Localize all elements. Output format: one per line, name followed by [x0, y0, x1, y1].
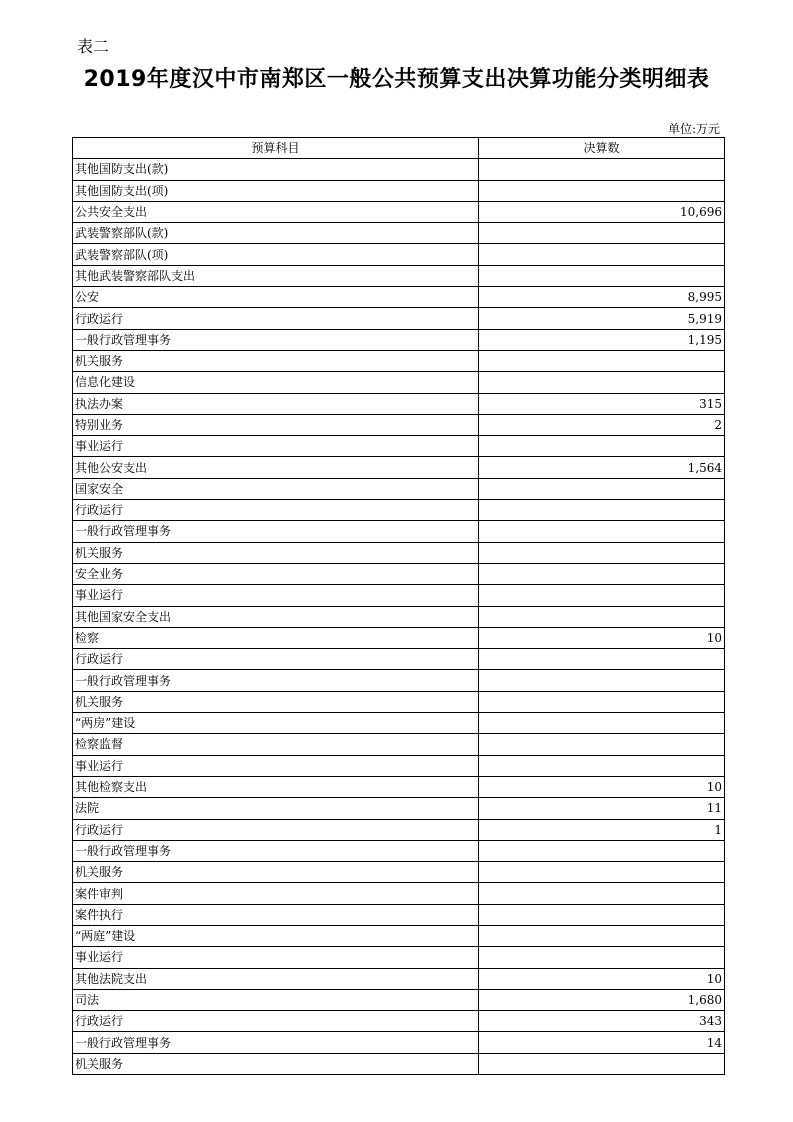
table-row [73, 265, 725, 286]
table-row [73, 585, 725, 606]
row-item-value [479, 947, 725, 968]
row-item-value: 5,919 [479, 308, 725, 329]
header-budget-item: 预算科目 [73, 138, 479, 159]
row-item-value [479, 670, 725, 691]
table-row [73, 372, 725, 393]
table-row [73, 1053, 725, 1074]
row-item-name: 行政运行 [73, 819, 479, 840]
row-item-name: 机关服务 [73, 542, 479, 563]
row-item-value [479, 500, 725, 521]
row-item-name: 检察监督 [73, 734, 479, 755]
table-row [73, 500, 725, 521]
row-item-name: 特别业务 [73, 414, 479, 435]
row-item-name: 公共安全支出 [73, 201, 479, 222]
row-item-name: 事业运行 [73, 585, 479, 606]
row-item-value [479, 840, 725, 861]
row-item-name: 其他法院支出 [73, 968, 479, 989]
table-row [73, 862, 725, 883]
row-item-value [479, 223, 725, 244]
table-row [73, 563, 725, 584]
table-row [73, 223, 725, 244]
table-row [73, 308, 725, 329]
row-item-value [479, 563, 725, 584]
table-row [73, 350, 725, 371]
row-item-name: 武装警察部队(款) [73, 223, 479, 244]
table-row [73, 840, 725, 861]
row-item-value [479, 734, 725, 755]
row-item-value [479, 925, 725, 946]
table-header-row [73, 138, 725, 159]
row-item-value [479, 691, 725, 712]
row-item-value [479, 265, 725, 286]
row-item-value: 1,564 [479, 457, 725, 478]
row-item-value [479, 713, 725, 734]
table-row [73, 883, 725, 904]
table-row [73, 798, 725, 819]
row-item-value [479, 585, 725, 606]
row-item-value [479, 904, 725, 925]
table-row [73, 478, 725, 499]
header-final-amount: 决算数 [479, 138, 725, 159]
row-item-value [479, 542, 725, 563]
row-item-value [479, 649, 725, 670]
row-item-name: 事业运行 [73, 755, 479, 776]
table-row [73, 393, 725, 414]
row-item-value: 2 [479, 414, 725, 435]
table-row [73, 819, 725, 840]
row-item-name: 司法 [73, 989, 479, 1010]
row-item-value [479, 180, 725, 201]
row-item-name: 一般行政管理事务 [73, 670, 479, 691]
row-item-name: 机关服务 [73, 1053, 479, 1074]
row-item-value [479, 372, 725, 393]
row-item-name: 机关服务 [73, 862, 479, 883]
table-row [73, 925, 725, 946]
table-row [73, 542, 725, 563]
row-item-name: 案件审判 [73, 883, 479, 904]
row-item-value: 1,195 [479, 329, 725, 350]
row-item-name: 检察 [73, 627, 479, 648]
table-row [73, 414, 725, 435]
row-item-name: 法院 [73, 798, 479, 819]
table-row [73, 180, 725, 201]
table-row [73, 989, 725, 1010]
row-item-name: 机关服务 [73, 350, 479, 371]
row-item-value [479, 244, 725, 265]
row-item-name: 武装警察部队(项) [73, 244, 479, 265]
table-row [73, 436, 725, 457]
row-item-name: 一般行政管理事务 [73, 840, 479, 861]
table-row [73, 713, 725, 734]
row-item-value [479, 478, 725, 499]
row-item-name: 一般行政管理事务 [73, 329, 479, 350]
table-row [73, 1011, 725, 1032]
table-row [73, 968, 725, 989]
row-item-name: 其他武装警察部队支出 [73, 265, 479, 286]
row-item-name: 事业运行 [73, 436, 479, 457]
row-item-name: 其他国防支出(项) [73, 180, 479, 201]
table-row [73, 904, 725, 925]
row-item-value: 11 [479, 798, 725, 819]
row-item-value: 10 [479, 968, 725, 989]
row-item-value [479, 521, 725, 542]
row-item-name: 其他国家安全支出 [73, 606, 479, 627]
unit-note: 单位:万元 [667, 122, 720, 136]
row-item-value [479, 862, 725, 883]
row-item-value: 8,995 [479, 287, 725, 308]
row-item-value [479, 436, 725, 457]
row-item-value: 343 [479, 1011, 725, 1032]
row-item-name: 案件执行 [73, 904, 479, 925]
row-item-name: 其他国防支出(款) [73, 159, 479, 180]
table-row [73, 755, 725, 776]
table-row [73, 1032, 725, 1053]
page-title: 2019年度汉中市南郑区一般公共预算支出决算功能分类明细表 [83, 67, 710, 92]
row-item-name: 一般行政管理事务 [73, 1032, 479, 1053]
row-item-name: 一般行政管理事务 [73, 521, 479, 542]
row-item-value: 1,680 [479, 989, 725, 1010]
table-row [73, 287, 725, 308]
row-item-value [479, 1053, 725, 1074]
row-item-value: 1 [479, 819, 725, 840]
table-row [73, 670, 725, 691]
table-row [73, 776, 725, 797]
row-item-value [479, 606, 725, 627]
row-item-value [479, 159, 725, 180]
row-item-value: 315 [479, 393, 725, 414]
row-item-name: 行政运行 [73, 500, 479, 521]
row-item-value [479, 755, 725, 776]
table-row [73, 329, 725, 350]
row-item-name: “两庭”建设 [73, 925, 479, 946]
table-row [73, 649, 725, 670]
row-item-name: 事业运行 [73, 947, 479, 968]
row-item-name: 执法办案 [73, 393, 479, 414]
row-item-value: 10 [479, 627, 725, 648]
row-item-value [479, 883, 725, 904]
table-row [73, 947, 725, 968]
row-item-name: 公安 [73, 287, 479, 308]
table-row [73, 627, 725, 648]
row-item-name: 行政运行 [73, 649, 479, 670]
row-item-name: 行政运行 [73, 1011, 479, 1032]
table-row [73, 457, 725, 478]
table-row [73, 691, 725, 712]
row-item-name: 机关服务 [73, 691, 479, 712]
table-body [73, 159, 725, 1075]
table-row [73, 734, 725, 755]
row-item-name: 安全业务 [73, 563, 479, 584]
row-item-value [479, 350, 725, 371]
row-item-name: “两房”建设 [73, 713, 479, 734]
row-item-value: 10 [479, 776, 725, 797]
row-item-name: 行政运行 [73, 308, 479, 329]
row-item-name: 国家安全 [73, 478, 479, 499]
row-item-name: 其他公安支出 [73, 457, 479, 478]
table-row [73, 201, 725, 222]
table-row [73, 606, 725, 627]
table-row [73, 244, 725, 265]
table-row [73, 521, 725, 542]
row-item-value: 10,696 [479, 201, 725, 222]
table-row [73, 159, 725, 180]
row-item-name: 其他检察支出 [73, 776, 479, 797]
budget-table [72, 137, 725, 1075]
row-item-value: 14 [479, 1032, 725, 1053]
row-item-name: 信息化建设 [73, 372, 479, 393]
table-label: 表二 [77, 37, 110, 56]
